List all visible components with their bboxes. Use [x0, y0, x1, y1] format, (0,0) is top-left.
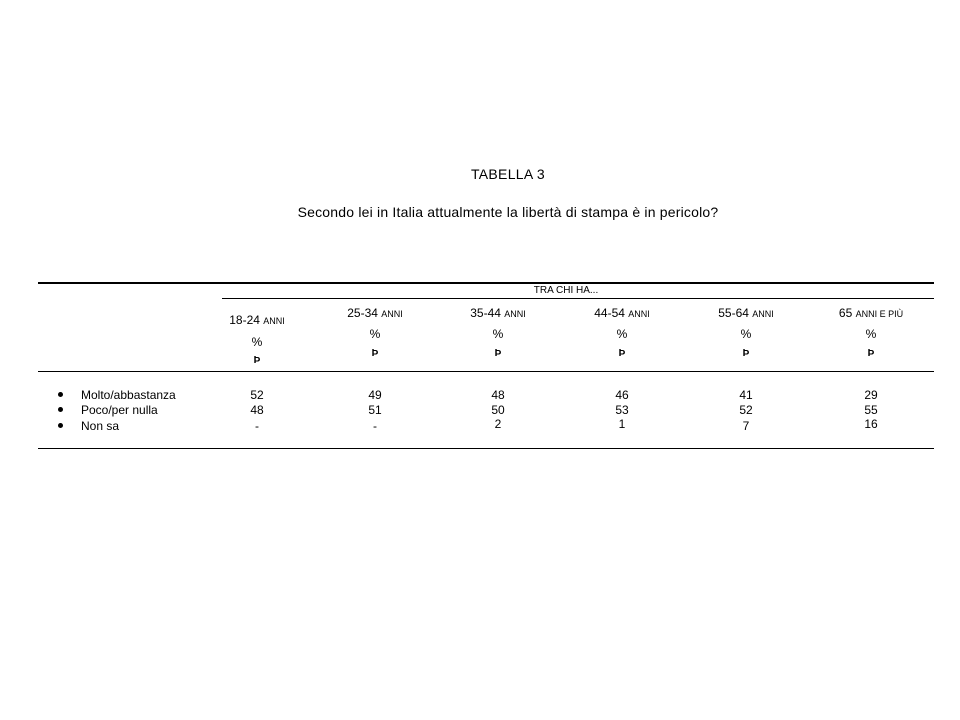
table-question: Secondo lei in Italia attualmente la libertà di stampa è in pericolo?	[297, 204, 719, 220]
column-header-25-34: 25-34 ANNI	[347, 306, 403, 320]
table-cell: 51	[368, 403, 382, 417]
header-rule	[38, 371, 934, 372]
column-header-35-44: 35-44 ANNI	[470, 306, 526, 320]
row-label-molto: Molto/abbastanza	[81, 388, 176, 402]
column-symbol: Þ	[742, 348, 750, 359]
column-unit-percent: %	[492, 327, 504, 341]
top-rule	[38, 282, 934, 284]
table-cell: 29	[864, 388, 878, 402]
table-cell: 48	[250, 403, 264, 417]
column-symbol: Þ	[867, 348, 875, 359]
table-cell: 46	[615, 388, 629, 402]
table-cell: 52	[739, 403, 753, 417]
table-cell: 53	[615, 403, 629, 417]
table-cell: 52	[250, 388, 264, 402]
column-unit-percent: %	[865, 327, 877, 341]
table-cell: 16	[864, 417, 878, 431]
column-symbol: Þ	[371, 348, 379, 359]
row-label-poco: Poco/per nulla	[81, 403, 158, 417]
column-group-rule	[222, 298, 934, 299]
row-label-non-sa: Non sa	[81, 419, 120, 433]
table-title: TABELLA 3	[470, 166, 546, 182]
bullet-icon	[58, 407, 63, 412]
column-unit-percent: %	[369, 327, 381, 341]
table-cell: 41	[739, 388, 753, 402]
table-cell: 2	[494, 417, 502, 431]
column-unit-percent: %	[616, 327, 628, 341]
column-symbol: Þ	[253, 355, 261, 366]
bottom-rule	[38, 448, 934, 449]
column-header-65-plus: 65 ANNI E PIÙ	[838, 306, 904, 320]
column-header-55-64: 55-64 ANNI	[718, 306, 774, 320]
column-symbol: Þ	[494, 348, 502, 359]
column-unit-percent: %	[251, 335, 263, 349]
table-cell: 50	[491, 403, 505, 417]
bullet-icon	[58, 423, 63, 428]
table-cell: 48	[491, 388, 505, 402]
table-cell: 55	[864, 403, 878, 417]
table-cell: -	[255, 419, 259, 433]
table-cell: 1	[618, 417, 626, 431]
table-cell: 7	[742, 419, 750, 433]
table-cell: 49	[368, 388, 382, 402]
column-unit-percent: %	[740, 327, 752, 341]
bullet-icon	[58, 392, 63, 397]
table-cell: -	[373, 419, 377, 433]
column-symbol: Þ	[618, 348, 626, 359]
column-header-44-54: 44-54 ANNI	[594, 306, 650, 320]
column-group-label: TRA CHI HA...	[533, 285, 599, 296]
column-header-18-24: 18-24 ANNI	[229, 313, 285, 327]
